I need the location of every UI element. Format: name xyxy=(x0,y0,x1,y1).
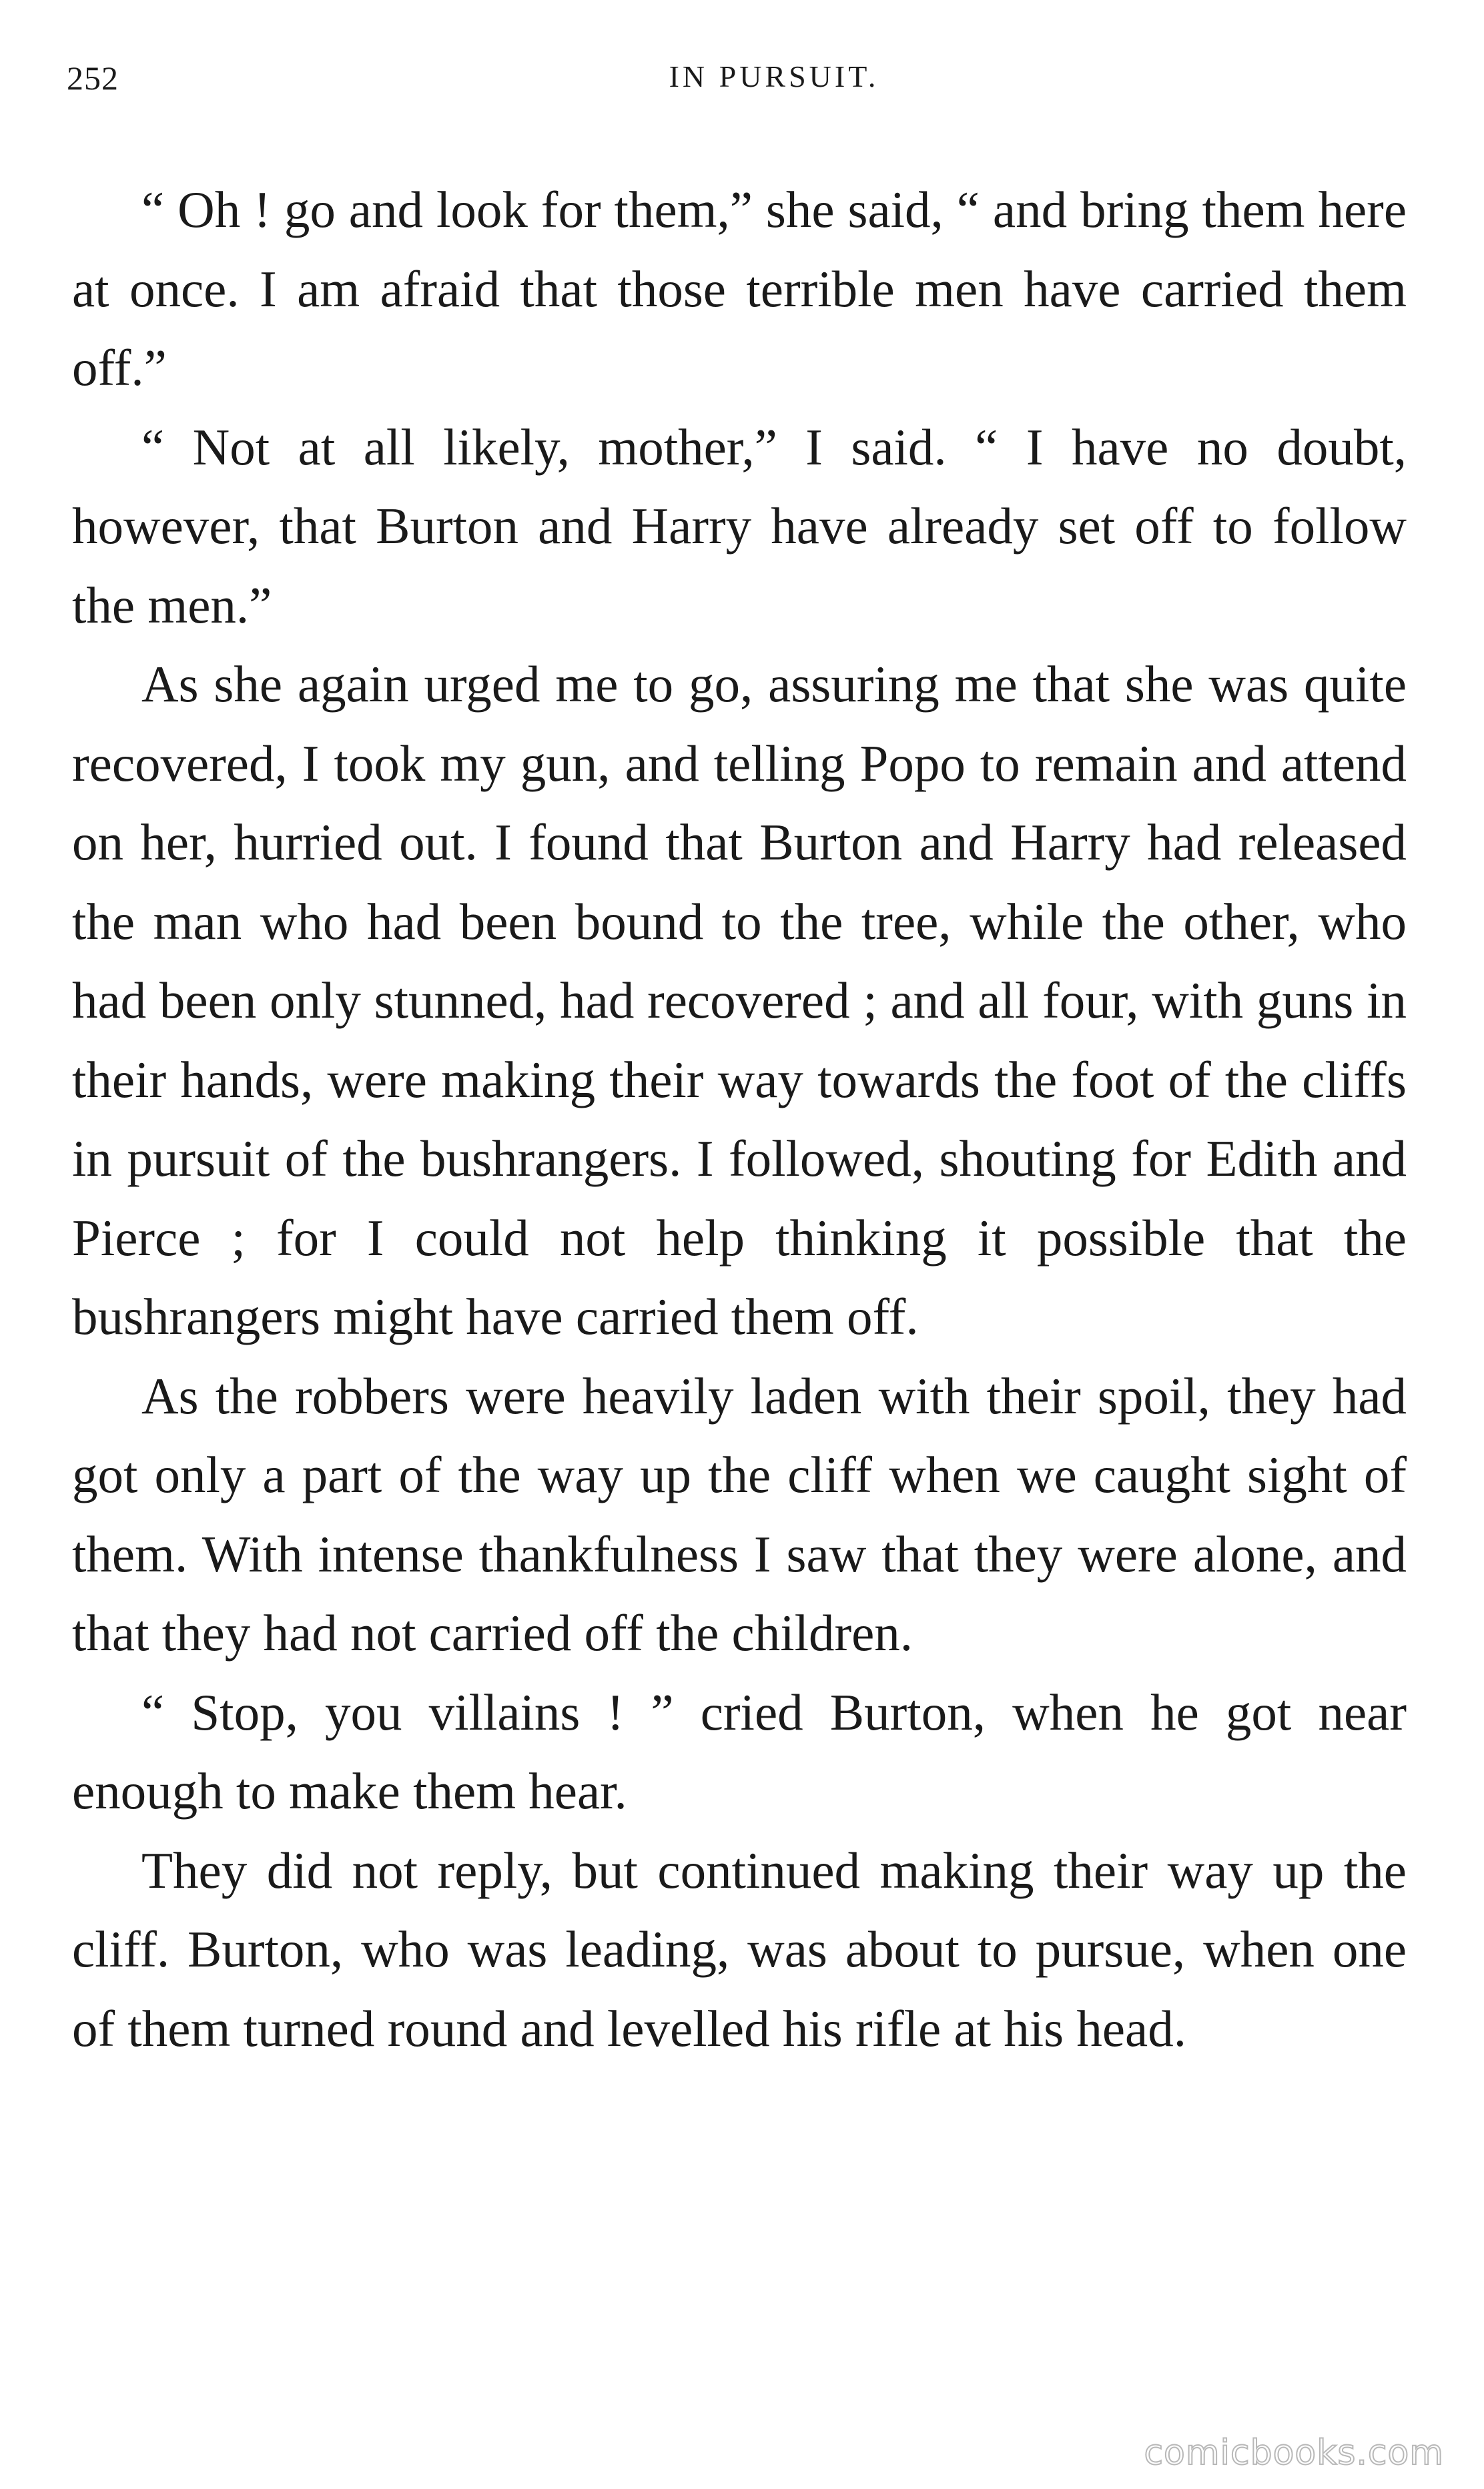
body-text xyxy=(72,170,1407,2068)
running-title: IN PURSUIT. xyxy=(669,59,879,93)
paragraph: “ Stop, you villains ! ” cried Burton, when he got near enough to make them hear. xyxy=(72,1683,1407,1820)
paragraph: As the robbers were heavily laden with their spoil, they had got only a part of the way up the cliff when we caught sight of them. With intense thankfulness I saw that they were alone, and that they had not carried off the children. xyxy=(72,1367,1407,1662)
watermark: comicbooks.com xyxy=(1144,2433,1444,2473)
paragraph: “ Oh ! go and look for them,” she said, “ and bring them here at once. I am afraid that those terrible men have carried them off.” xyxy=(72,181,1407,396)
running-head xyxy=(67,59,1401,105)
paragraph: “ Not at all likely, mother,” I said. “ I have no doubt, however, that Burton and Harry have already set off to follow the men.” xyxy=(72,418,1407,634)
paragraph: As she again urged me to go, assuring me that she was quite recovered, I took my gun, and telling Popo to remain and attend on her, hurried out. I found that Burton and Harry had released the man who had been bound to the tree, while the other, who had been only stunned, had recovered ; and all four, with guns in their hands, were making their way towards the foot of the cliffs in pursuit of the bushrangers. I followed, shouting for Edith and Pierce ; for I could not help thinking it possible that the bushrangers might have carried them off. xyxy=(72,655,1407,1345)
page-number: 252 xyxy=(67,59,119,97)
paragraph: They did not reply, but continued making their way up the cliff. Burton, who was leading, was about to pursue, when one of them turned round and levelled his rifle at his head. xyxy=(72,1841,1407,2057)
